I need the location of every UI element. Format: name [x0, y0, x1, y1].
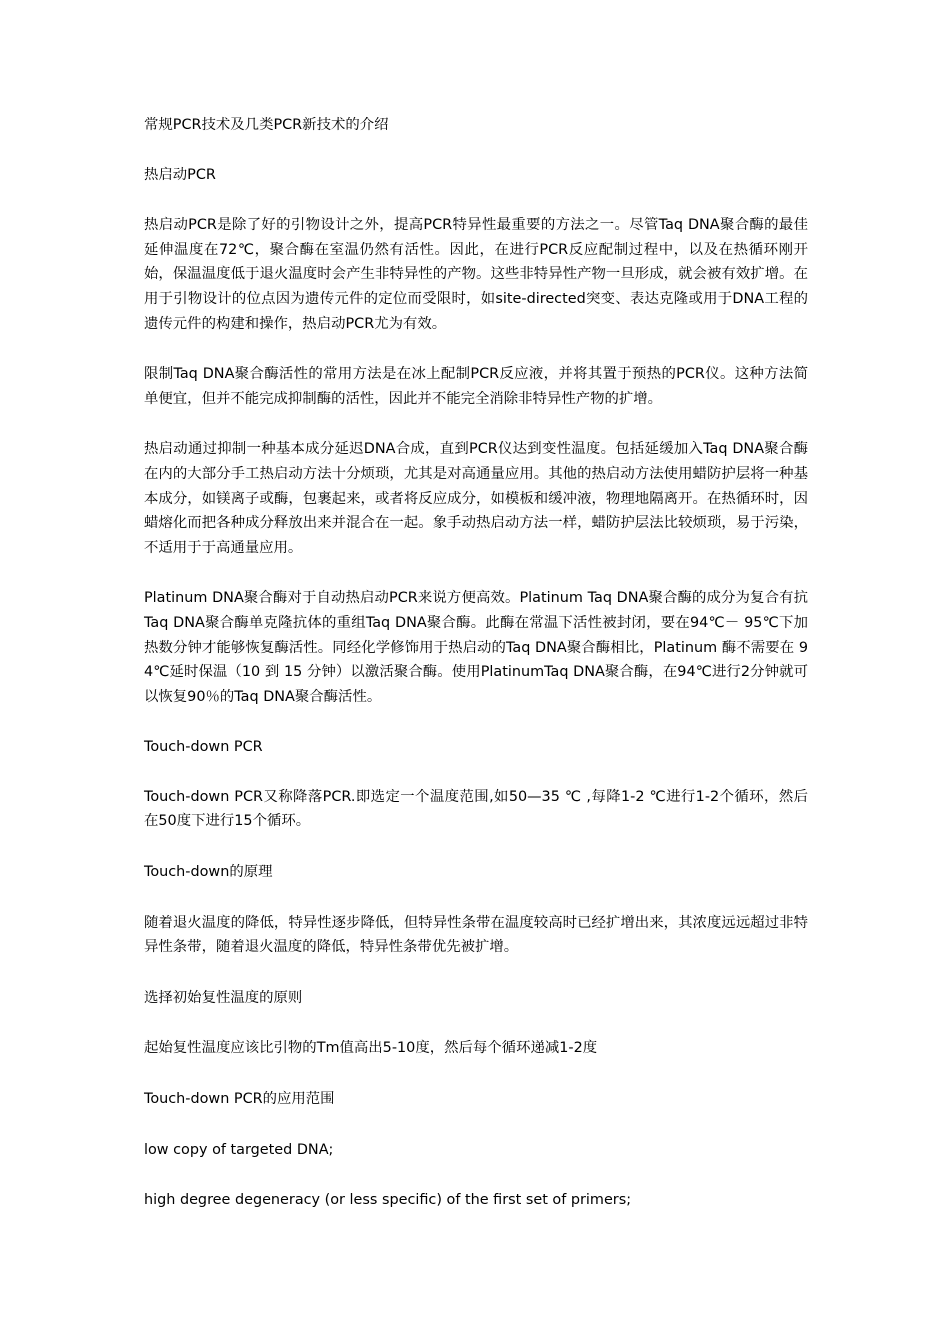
section-heading-touchdown: Touch-down PCR	[144, 739, 263, 756]
touchdown-principle-text: 随着退火温度的降低，特异性逐步降低，但特异性条带在温度较高时已经扩增出来，其浓度远远超过非特异性条带，随着退火温度的降低，特异性条带优先被扩增。	[144, 914, 808, 956]
initial-temp-heading: 选择初始复性温度的原则	[144, 989, 303, 1006]
hot-start-paragraph-3: 热启动通过抑制一种基本成分延迟DNA合成，直到PCR仪达到变性温度。包括延缓加入Taq DNA聚合酶在内的大部分手工热启动方法十分烦琐，尤其是对高通量应用。其他的热启动方法使用蜡防护层将一种基本成分，如镁离子或酶，包裹起来，或者将反应成分，如模板和缓冲液，物理地隔离开。在热循环时，因蜡熔化而把各种成分释放出来并混合在一起。象手动热启动方法一样，蜡防护层法比较烦琐，易于污染，不适用于于高通量应用。	[144, 441, 808, 556]
hot-start-paragraph-4: Platinum DNA聚合酶对于自动热启动PCR来说方便高效。Platinum Taq DNA聚合酶的成分为复合有抗Taq DNA聚合酶单克隆抗体的重组Taq DNA聚合酶。此酶在常温下活性被封闭，要在94℃－ 95℃下加热数分钟才能够恢复酶活性。同经化学修饰用于热启动的Taq DNA聚合酶相比，Platinum 酶不需要在 94℃延时保温（10 到 15 分钟）以激活聚合酶。使用PlatinumTaq DNA聚合酶，在94℃进行2分钟就可以恢复90％的Taq DNA聚合酶活性。	[144, 590, 808, 705]
hot-start-paragraph-1: 热启动PCR是除了好的引物设计之外，提高PCR特异性最重要的方法之一。尽管Taq DNA聚合酶的最佳延伸温度在72℃，聚合酶在室温仍然有活性。因此，在进行PCR反应配制过程中，以及在热循环刚开始，保温温度低于退火温度时会产生非特异性的产物。这些非特异性产物一旦形成，就会被有效扩增。在用于引物设计的位点因为遗传元件的定位而受限时，如site-directed突变、表达克隆或用于DNA工程的遗传元件的构建和操作，热启动PCR尤为有效。	[144, 217, 808, 332]
document-title: 常规PCR技术及几类PCR新技术的介绍	[144, 117, 389, 133]
application-item-1: low copy of targeted DNA;	[144, 1141, 334, 1158]
document-body	[144, 113, 808, 1213]
touchdown-principle-heading: Touch-down的原理	[144, 864, 273, 881]
application-item-2: high degree degeneracy (or less specific) of the first set of primers;	[144, 1192, 632, 1209]
section-heading-hot-start: 热启动PCR	[144, 166, 216, 183]
touchdown-paragraph: Touch-down PCR又称降落PCR.即选定一个温度范围,如50—35 ℃ ,每降1-2 ℃进行1-2个循环，然后在50度下进行15个循环。	[144, 788, 808, 830]
initial-temp-text: 起始复性温度应该比引物的Tm值高出5-10度，然后每个循环递减1-2度	[144, 1040, 598, 1057]
application-heading: Touch-down PCR的应用范围	[144, 1091, 335, 1108]
hot-start-paragraph-2: 限制Taq DNA聚合酶活性的常用方法是在冰上配制PCR反应液，并将其置于预热的PCR仪。这种方法简单便宜，但并不能完成抑制酶的活性，因此并不能完全消除非特异性产物的扩增。	[144, 366, 808, 407]
